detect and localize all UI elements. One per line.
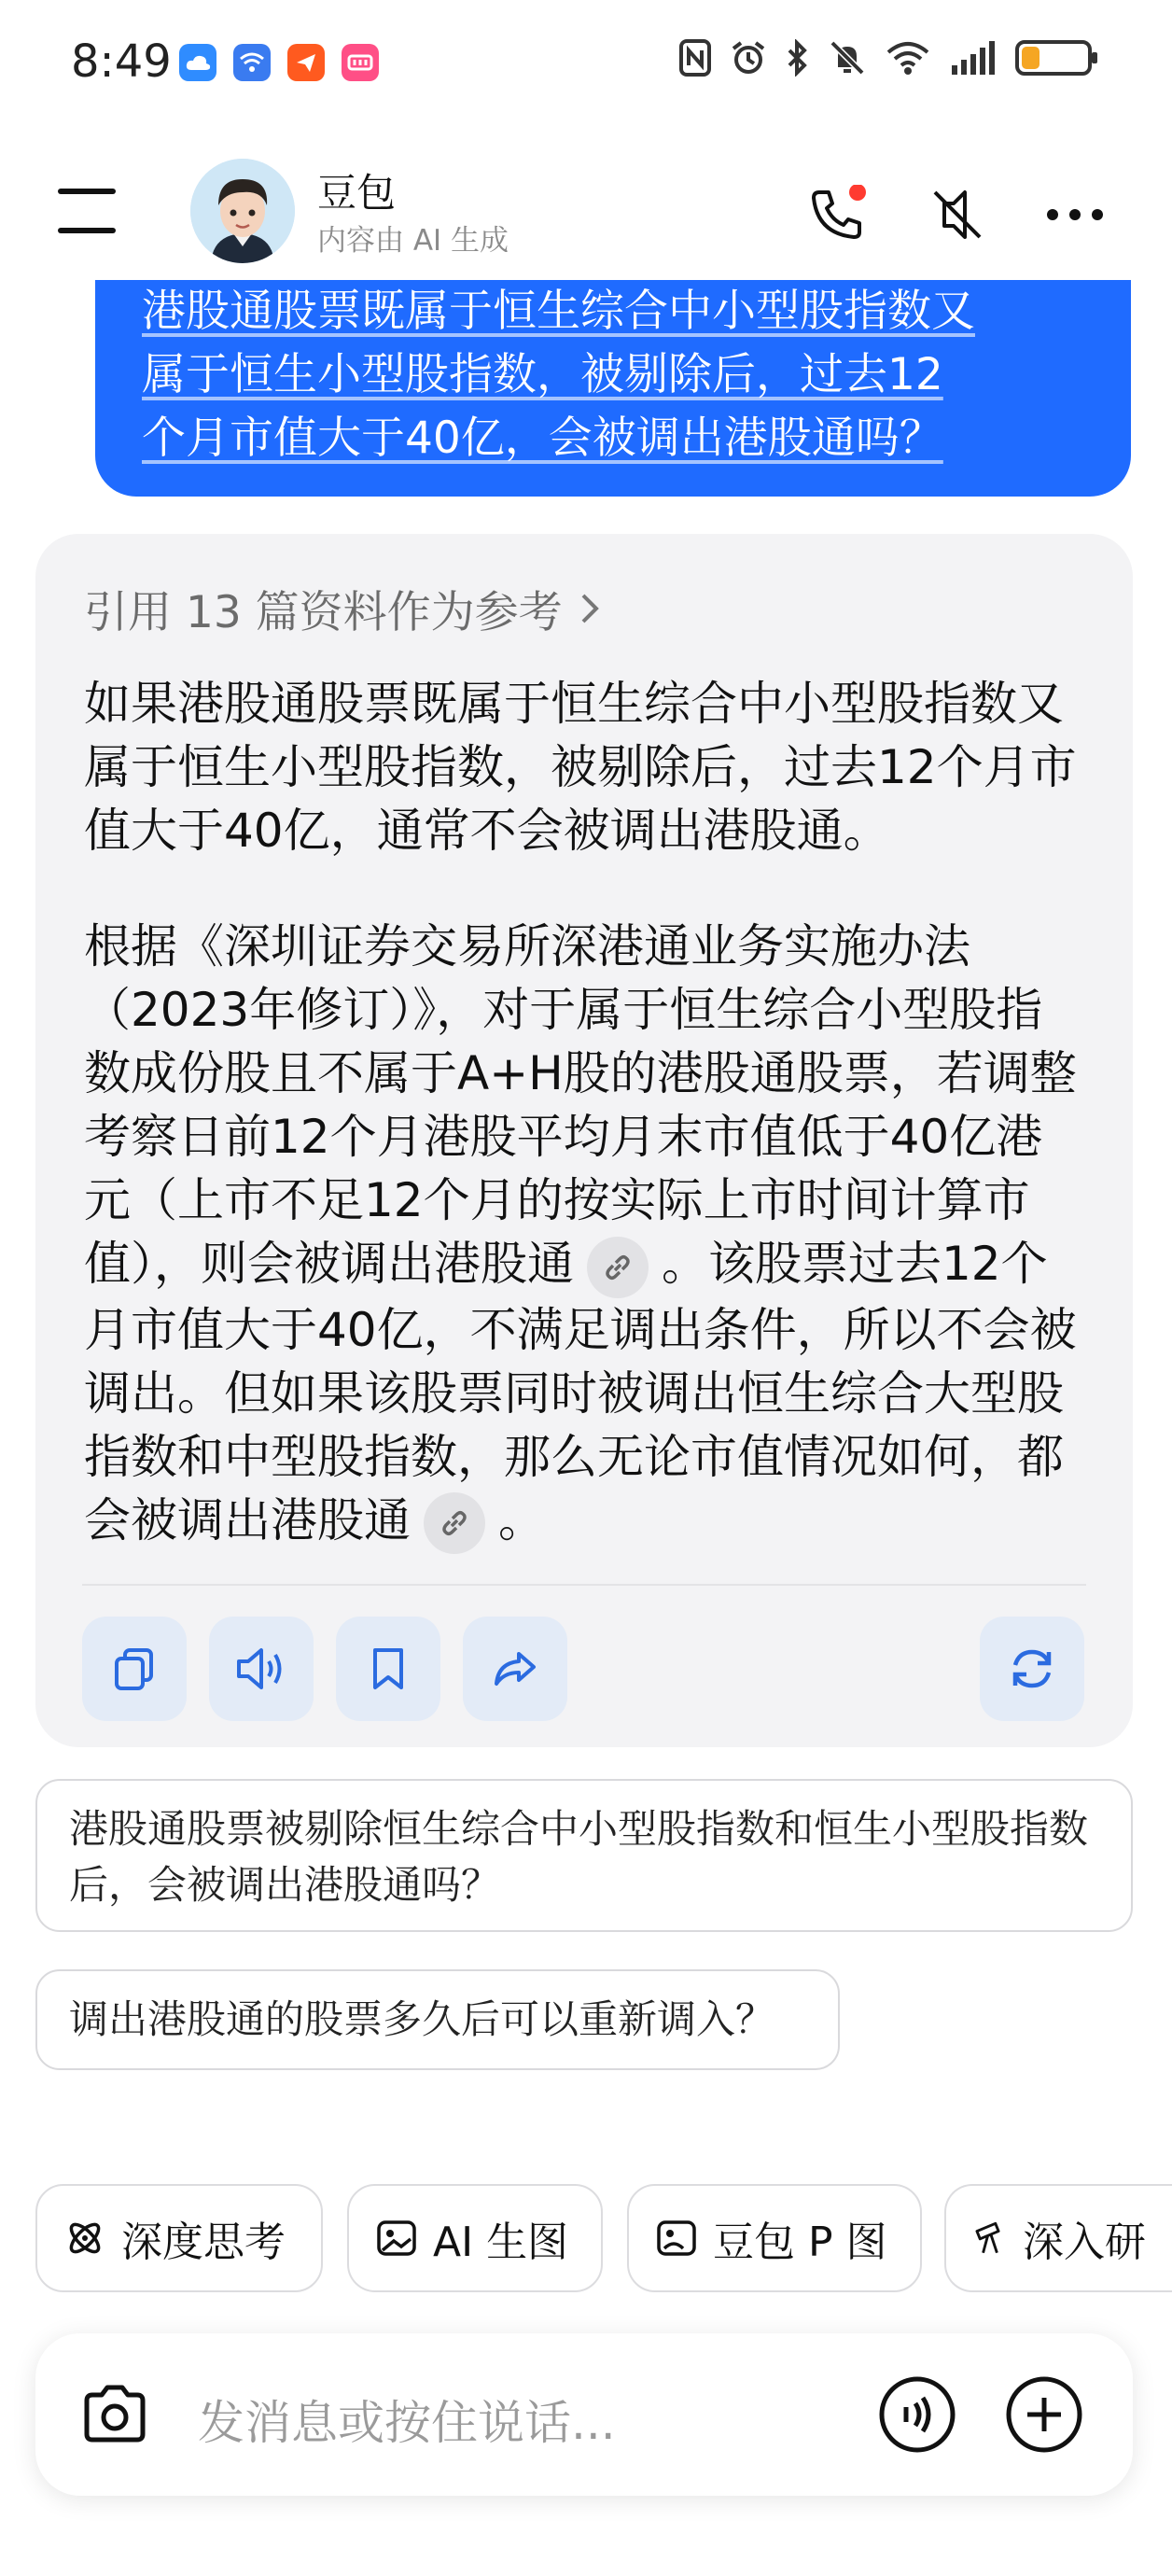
camera-button[interactable] — [73, 2373, 157, 2457]
answer-text-segment: 根据《深圳证券交易所深港通业务实施办法（2023年修订）》，对于属于恒生综合小型股指数成份股且不属于A+H股的港股通股票，若调整考察日前12个月港股平均月末市值低于40亿港元（上市不足12个月的按实际上市时间计算市值），则会被调出港股通 — [84, 919, 1077, 1291]
atom-icon — [63, 2217, 106, 2260]
tool-ai-image[interactable] — [347, 2184, 603, 2292]
copy-icon — [108, 1643, 160, 1695]
answer-text-segment: 。 — [498, 1492, 545, 1547]
user-message-line: 个月市值大于40亿，会被调出港股通吗？ — [142, 413, 943, 464]
read-aloud-button[interactable] — [209, 1617, 314, 1721]
plus-circle-icon — [1005, 2375, 1083, 2454]
bot-name: 豆包 — [317, 170, 397, 216]
suggested-question-text: 港股通股票被剔除恒生综合中小型股指数和恒生小型股指数后，会被调出港股通吗？ — [69, 1806, 1089, 1908]
voice-input-button[interactable] — [875, 2373, 959, 2457]
source-link-button[interactable] — [424, 1492, 485, 1554]
menu-button[interactable] — [58, 189, 116, 235]
phone-icon — [806, 185, 866, 245]
tool-deep-research[interactable] — [944, 2184, 1172, 2292]
status-indicators — [679, 39, 1092, 77]
message-input[interactable]: 发消息或按住说话... — [198, 2396, 616, 2450]
nfc-icon — [679, 39, 711, 77]
media-app-icon — [342, 44, 379, 81]
more-options-button[interactable] — [1041, 181, 1109, 248]
telescope-icon — [972, 2217, 1008, 2260]
answer-paragraph — [84, 915, 1084, 1554]
mute-voice-button[interactable] — [924, 181, 991, 248]
photo-edit-icon — [655, 2217, 698, 2260]
mute-bell-icon — [829, 39, 866, 77]
tool-label: 深度思考 — [121, 2219, 286, 2266]
bluetooth-icon — [786, 39, 810, 77]
answer-body — [84, 672, 1084, 1554]
bookmark-button[interactable] — [336, 1617, 440, 1721]
share-icon — [489, 1643, 541, 1695]
ai-answer-card — [35, 534, 1133, 1747]
status-app-icons — [179, 44, 379, 81]
wifi-icon — [885, 39, 931, 77]
camera-icon — [79, 2382, 150, 2447]
tool-label: 深入研 — [1023, 2219, 1146, 2266]
tool-photo-edit[interactable] — [627, 2184, 922, 2292]
user-message-bubble[interactable] — [95, 243, 1131, 497]
regenerate-button[interactable] — [980, 1617, 1084, 1721]
status-bar — [0, 0, 1172, 131]
battery-icon — [1015, 40, 1092, 76]
user-message-line: 港股通股票既属于恒生综合中小型股指数又 — [142, 286, 975, 337]
suggested-question[interactable] — [35, 1969, 840, 2070]
alarm-icon — [730, 39, 767, 77]
avatar[interactable] — [190, 159, 295, 263]
image-icon — [375, 2217, 418, 2260]
signal-icon — [950, 41, 997, 75]
voice-wave-icon — [878, 2375, 956, 2454]
cloud-app-icon — [179, 44, 216, 81]
suggested-question[interactable] — [35, 1779, 1133, 1932]
chevron-right-icon — [576, 590, 604, 627]
ai-generated-label: 内容由 AI 生成 — [317, 224, 509, 258]
source-link-button[interactable] — [587, 1237, 649, 1298]
copy-button[interactable] — [82, 1617, 187, 1721]
tool-label: AI 生图 — [433, 2219, 569, 2266]
wifi-app-icon — [233, 44, 271, 81]
voice-call-button[interactable] — [802, 181, 870, 248]
tool-deep-think[interactable] — [35, 2184, 323, 2292]
share-button[interactable] — [463, 1617, 567, 1721]
references-label: 引用 13 篇资料作为参考 — [84, 586, 563, 638]
link-icon — [439, 1507, 470, 1539]
chat-header — [0, 140, 1172, 280]
tool-label: 豆包 P 图 — [713, 2219, 887, 2266]
suggested-question-text: 调出港股通的股票多久后可以重新调入？ — [69, 1996, 775, 2042]
user-message-line: 属于恒生小型股指数，被剔除后，过去12 — [142, 349, 943, 400]
speaker-icon — [233, 1643, 289, 1695]
more-icon — [1045, 205, 1105, 224]
answer-text-segment: 。该股票过去12个月市值大于40亿，不满足调出条件，所以不会被调出。但如果该股票同时被调出恒生综合大型股指数和中型股指数，那么无论市值情况如何，都会被调出港股通 — [84, 1237, 1077, 1547]
status-time: 8:49 — [71, 35, 172, 88]
divider — [82, 1584, 1086, 1586]
user-message-text — [142, 280, 1084, 470]
speaker-off-icon — [928, 185, 987, 245]
bookmark-icon — [362, 1643, 414, 1695]
answer-paragraph: 如果港股通股票既属于恒生综合中小型股指数又属于恒生小型股指数，被剔除后，过去12个月市值大于40亿，通常不会被调出港股通。 — [84, 677, 1077, 858]
link-icon — [602, 1252, 634, 1283]
message-input-bar — [35, 2333, 1133, 2496]
references-link[interactable] — [84, 571, 1084, 646]
refresh-icon — [1004, 1641, 1060, 1697]
add-attachment-button[interactable] — [1002, 2373, 1086, 2457]
send-app-icon — [287, 44, 325, 81]
